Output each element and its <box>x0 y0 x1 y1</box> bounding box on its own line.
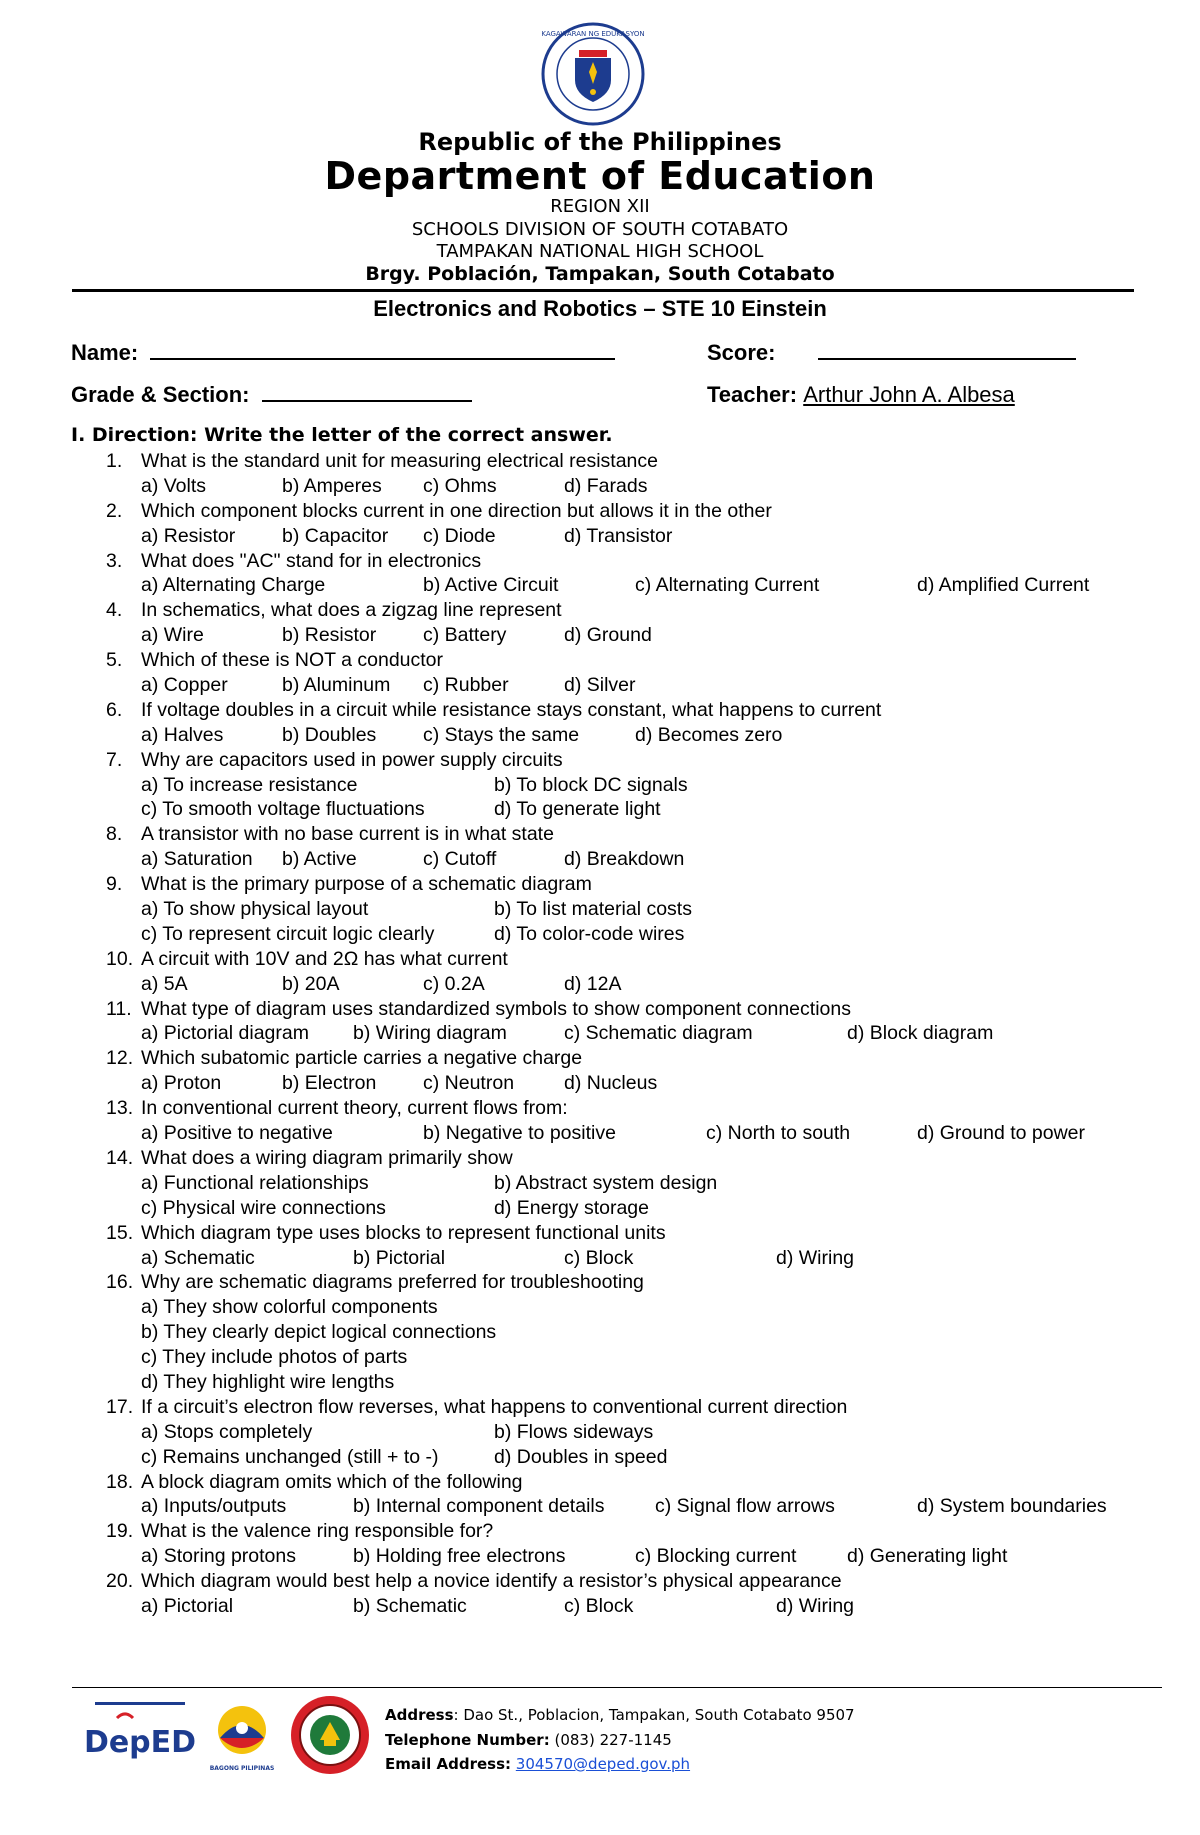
question-number: 18. <box>106 1470 134 1493</box>
option-a[interactable]: a) Copper <box>141 674 228 697</box>
options-row <box>0 474 1200 499</box>
option-c[interactable]: c) Ohms <box>423 474 497 497</box>
republic-heading: Republic of the Philippines <box>418 128 782 156</box>
question-row <box>0 598 1200 623</box>
option-d[interactable]: d) Nucleus <box>564 1072 658 1095</box>
svg-text:BAGONG PILIPINAS: BAGONG PILIPINAS <box>209 1765 275 1772</box>
footer-divider <box>72 1687 1162 1688</box>
question-number: 17. <box>106 1395 134 1418</box>
teacher-label: Teacher: <box>707 382 798 407</box>
option-c[interactable]: c) To smooth voltage fluctuations <box>141 798 425 821</box>
option-d[interactable]: d) Block diagram <box>847 1022 994 1045</box>
option-c[interactable]: c) Block <box>564 1246 634 1269</box>
question-row <box>0 549 1200 574</box>
score-label: Score: <box>707 340 776 365</box>
question-text: A circuit with 10V and 2Ω has what current <box>141 947 508 970</box>
options-row <box>0 723 1200 748</box>
options-row <box>0 972 1200 997</box>
option-d[interactable]: d) Ground to power <box>917 1122 1086 1145</box>
option-d[interactable]: d) They highlight wire lengths <box>141 1370 395 1393</box>
footer-telephone <box>385 1731 672 1749</box>
options-row <box>0 1445 1200 1470</box>
footer-address <box>385 1706 855 1724</box>
option-d[interactable]: d) 12A <box>564 972 622 995</box>
options-row <box>0 1246 1200 1271</box>
svg-text:KAGAWARAN NG EDUKASYON: KAGAWARAN NG EDUKASYON <box>541 30 645 38</box>
options-row <box>0 897 1200 922</box>
option-a[interactable]: a) Alternating Charge <box>141 574 326 597</box>
option-a[interactable]: a) Halves <box>141 723 224 746</box>
option-d[interactable]: d) Transistor <box>564 524 673 547</box>
department-heading: Department of Education <box>324 154 876 198</box>
address-label: Address <box>385 1706 454 1724</box>
teacher-name: Arthur John A. Albesa <box>803 382 1015 407</box>
question-number: 4. <box>106 599 123 622</box>
options-row <box>0 1196 1200 1221</box>
question-number: 3. <box>106 549 123 572</box>
question-text: If a circuit’s electron flow reverses, what happens to conventional current direction <box>141 1395 848 1418</box>
option-c[interactable]: c) Physical wire connections <box>141 1196 386 1219</box>
option-b[interactable]: b) Amperes <box>282 474 382 497</box>
option-d[interactable]: d) Doubles in speed <box>494 1445 668 1468</box>
options-row <box>0 524 1200 549</box>
option-b[interactable]: b) Flows sideways <box>494 1420 654 1443</box>
question-number: 7. <box>106 748 123 771</box>
option-a[interactable]: a) Inputs/outputs <box>141 1495 287 1518</box>
question-row <box>0 947 1200 972</box>
question-text: Which diagram type uses blocks to represent functional units <box>141 1221 666 1244</box>
question-text: Why are schematic diagrams preferred for troubleshooting <box>141 1271 644 1294</box>
options-row <box>0 1295 1200 1320</box>
option-d[interactable]: d) Ground <box>564 624 652 647</box>
option-a[interactable]: a) Volts <box>141 474 207 497</box>
direction-text: I. Direction: Write the letter of the correct answer. <box>71 424 613 446</box>
options-row <box>0 573 1200 598</box>
question-number: 1. <box>106 450 123 472</box>
option-c[interactable]: c) Blocking current <box>635 1545 797 1568</box>
option-b[interactable]: b) Pictorial <box>353 1246 446 1269</box>
options-row <box>0 797 1200 822</box>
option-c[interactable]: c) Signal flow arrows <box>655 1495 835 1518</box>
question-row <box>0 1470 1200 1495</box>
option-d[interactable]: d) Farads <box>564 474 648 497</box>
region-line: REGION XII <box>550 196 650 217</box>
option-b[interactable]: b) Doubles <box>282 723 377 746</box>
options-row <box>0 1171 1200 1196</box>
email-link[interactable]: 304570@deped.gov.ph <box>515 1755 691 1773</box>
footer-email <box>385 1755 690 1773</box>
option-b[interactable]: b) Wiring diagram <box>353 1022 507 1045</box>
division-line: SCHOOLS DIVISION OF SOUTH COTABATO <box>411 219 789 240</box>
question-text: Which of these is NOT a conductor <box>141 649 444 672</box>
option-b[interactable]: b) They clearly depict logical connections <box>141 1321 497 1344</box>
option-d[interactable]: d) To color-code wires <box>494 922 685 945</box>
question-number: 14. <box>106 1146 134 1169</box>
question-row <box>0 1221 1200 1246</box>
question-number: 11. <box>106 997 132 1020</box>
option-a[interactable]: a) Pictorial diagram <box>141 1022 309 1045</box>
question-row <box>0 748 1200 773</box>
options-row <box>0 673 1200 698</box>
question-number: 16. <box>106 1271 134 1294</box>
name-blank[interactable] <box>150 340 615 360</box>
question-number: 5. <box>106 649 123 672</box>
option-d[interactable]: d) Energy storage <box>494 1196 650 1219</box>
option-c[interactable]: c) North to south <box>706 1122 851 1145</box>
question-number: 9. <box>106 873 123 896</box>
options-row <box>0 1320 1200 1345</box>
options-row <box>0 1345 1200 1370</box>
telephone-label: Telephone Number: <box>385 1731 550 1749</box>
question-text: A block diagram omits which of the following <box>141 1470 523 1493</box>
options-row <box>0 1544 1200 1569</box>
question-row <box>0 1096 1200 1121</box>
question-row <box>0 1395 1200 1420</box>
options-row <box>0 1121 1200 1146</box>
grade-section-label: Grade & Section: <box>71 382 250 407</box>
option-a[interactable]: a) Saturation <box>141 848 253 871</box>
school-address-line: Brgy. Población, Tampakan, South Cotabato <box>365 263 835 285</box>
question-text: What is the primary purpose of a schematic diagram <box>141 873 592 896</box>
question-text: Which component blocks current in one direction but allows it in the other <box>141 499 772 522</box>
option-c[interactable]: c) To represent circuit logic clearly <box>141 922 435 945</box>
option-c[interactable]: c) Alternating Current <box>635 574 820 597</box>
option-a[interactable]: a) Resistor <box>141 524 236 547</box>
option-b[interactable]: b) To block DC signals <box>494 773 688 796</box>
option-c[interactable]: c) Remains unchanged (still + to -) <box>141 1445 439 1468</box>
options-row <box>0 1594 1200 1619</box>
option-a[interactable]: a) Schematic <box>141 1246 255 1269</box>
question-number: 20. <box>106 1570 134 1593</box>
option-b[interactable]: b) Electron <box>282 1072 377 1095</box>
option-a[interactable]: a) Pictorial <box>141 1594 234 1617</box>
header-divider <box>72 289 1134 292</box>
question-row <box>0 1270 1200 1295</box>
grade-section-blank[interactable] <box>262 382 472 402</box>
option-b[interactable]: b) Abstract system design <box>494 1171 718 1194</box>
option-d[interactable]: d) System boundaries <box>917 1495 1107 1518</box>
bagong-pilipinas-logo-icon <box>209 1698 275 1774</box>
subject-title: Electronics and Robotics – STE 10 Einstein <box>373 296 827 321</box>
question-text: What does "AC" stand for in electronics <box>141 549 482 572</box>
option-a[interactable]: a) They show colorful components <box>141 1296 438 1319</box>
options-row <box>0 1021 1200 1046</box>
score-field[interactable] <box>707 340 1076 366</box>
question-number: 6. <box>106 698 123 721</box>
option-b[interactable]: b) Internal component details <box>353 1495 605 1518</box>
deped-seal-icon <box>541 22 645 126</box>
option-a[interactable]: a) Wire <box>141 624 204 647</box>
option-b[interactable]: b) Resistor <box>282 624 377 647</box>
option-b[interactable]: b) To list material costs <box>494 898 692 921</box>
question-row <box>0 1519 1200 1544</box>
grade-section-field[interactable] <box>71 382 472 408</box>
email-label: Email Address: <box>385 1755 512 1773</box>
question-row <box>0 648 1200 673</box>
options-row <box>0 1370 1200 1395</box>
question-text: A transistor with no base current is in what state <box>141 823 554 846</box>
option-b[interactable]: b) Schematic <box>353 1594 467 1617</box>
teacher-field <box>707 382 1015 408</box>
option-c[interactable]: c) Neutron <box>423 1072 515 1095</box>
option-a[interactable]: a) To show physical layout <box>141 898 369 921</box>
telephone-value: (083) 227-1145 <box>549 1731 672 1749</box>
question-number: 19. <box>106 1520 134 1543</box>
option-c[interactable]: c) 0.2A <box>423 972 485 995</box>
option-c[interactable]: c) Diode <box>423 524 496 547</box>
question-text: What type of diagram uses standardized symbols to show component connections <box>141 997 851 1020</box>
option-d[interactable]: d) To generate light <box>494 798 661 821</box>
question-text: What is the standard unit for measuring electrical resistance <box>141 450 658 472</box>
option-d[interactable]: d) Wiring <box>776 1594 855 1617</box>
question-row <box>0 698 1200 723</box>
name-field[interactable] <box>71 340 615 366</box>
option-c[interactable]: c) They include photos of parts <box>141 1346 408 1369</box>
option-b[interactable]: b) Capacitor <box>282 524 389 547</box>
question-text: What does a wiring diagram primarily show <box>141 1146 513 1169</box>
question-row <box>0 822 1200 847</box>
school-line: TAMPAKAN NATIONAL HIGH SCHOOL <box>436 241 764 262</box>
deped-logo-icon <box>83 1700 197 1770</box>
question-number: 8. <box>106 823 123 846</box>
option-c[interactable]: c) Rubber <box>423 674 509 697</box>
options-row <box>0 773 1200 798</box>
question-row <box>0 872 1200 897</box>
question-text: Why are capacitors used in power supply circuits <box>141 748 563 771</box>
options-row <box>0 847 1200 872</box>
option-b[interactable]: b) Aluminum <box>282 674 391 697</box>
question-row <box>0 1046 1200 1071</box>
question-row <box>0 1569 1200 1594</box>
options-row <box>0 1071 1200 1096</box>
score-blank[interactable] <box>818 340 1076 360</box>
question-list <box>0 449 1200 1619</box>
question-number: 2. <box>106 499 123 522</box>
question-number: 13. <box>106 1097 134 1120</box>
options-row <box>0 1494 1200 1519</box>
option-c[interactable]: c) Battery <box>423 624 507 647</box>
option-c[interactable]: c) Cutoff <box>423 848 497 871</box>
question-number: 15. <box>106 1221 134 1244</box>
options-row <box>0 1420 1200 1445</box>
question-row <box>0 449 1200 474</box>
question-text: In schematics, what does a zigzag line represent <box>141 599 562 622</box>
question-row <box>0 499 1200 524</box>
options-row <box>0 623 1200 648</box>
option-d[interactable]: d) Generating light <box>847 1545 1008 1568</box>
question-text: Which subatomic particle carries a negative charge <box>141 1047 583 1070</box>
question-text: Which diagram would best help a novice identify a resistor’s physical appearance <box>141 1570 842 1593</box>
option-d[interactable]: d) Silver <box>564 674 636 697</box>
school-seal-icon <box>289 1694 371 1776</box>
svg-text:DepED: DepED <box>83 1725 197 1760</box>
option-a[interactable]: a) Storing protons <box>141 1545 297 1568</box>
option-c[interactable]: c) Schematic diagram <box>564 1022 753 1045</box>
option-b[interactable]: b) Active Circuit <box>423 574 559 597</box>
question-row <box>0 1146 1200 1171</box>
option-d[interactable]: d) Amplified Current <box>917 574 1090 597</box>
option-b[interactable]: b) Holding free electrons <box>353 1545 566 1568</box>
option-b[interactable]: b) Negative to positive <box>423 1122 616 1145</box>
option-b[interactable]: b) Active <box>282 848 357 871</box>
option-a[interactable]: a) To increase resistance <box>141 773 358 796</box>
option-a[interactable]: a) Positive to negative <box>141 1122 333 1145</box>
option-c[interactable]: c) Block <box>564 1594 634 1617</box>
question-text: What is the valence ring responsible for? <box>141 1520 494 1543</box>
option-d[interactable]: d) Wiring <box>776 1246 855 1269</box>
option-d[interactable]: d) Breakdown <box>564 848 685 871</box>
question-number: 12. <box>106 1047 134 1070</box>
question-text: If voltage doubles in a circuit while resistance stays constant, what happens to current <box>141 698 882 721</box>
question-number: 10. <box>106 947 134 970</box>
question-row <box>0 997 1200 1022</box>
option-a[interactable]: a) Proton <box>141 1072 222 1095</box>
name-label: Name: <box>71 340 139 365</box>
address-value: : Dao St., Poblacion, Tampakan, South Cotabato 9507 <box>453 1706 855 1724</box>
option-d[interactable]: d) Becomes zero <box>635 723 783 746</box>
option-b[interactable]: b) 20A <box>282 972 340 995</box>
options-row <box>0 922 1200 947</box>
option-a[interactable]: a) Functional relationships <box>141 1171 369 1194</box>
option-c[interactable]: c) Stays the same <box>423 723 580 746</box>
question-text: In conventional current theory, current flows from: <box>141 1097 568 1120</box>
option-a[interactable]: a) 5A <box>141 972 188 995</box>
option-a[interactable]: a) Stops completely <box>141 1420 313 1443</box>
